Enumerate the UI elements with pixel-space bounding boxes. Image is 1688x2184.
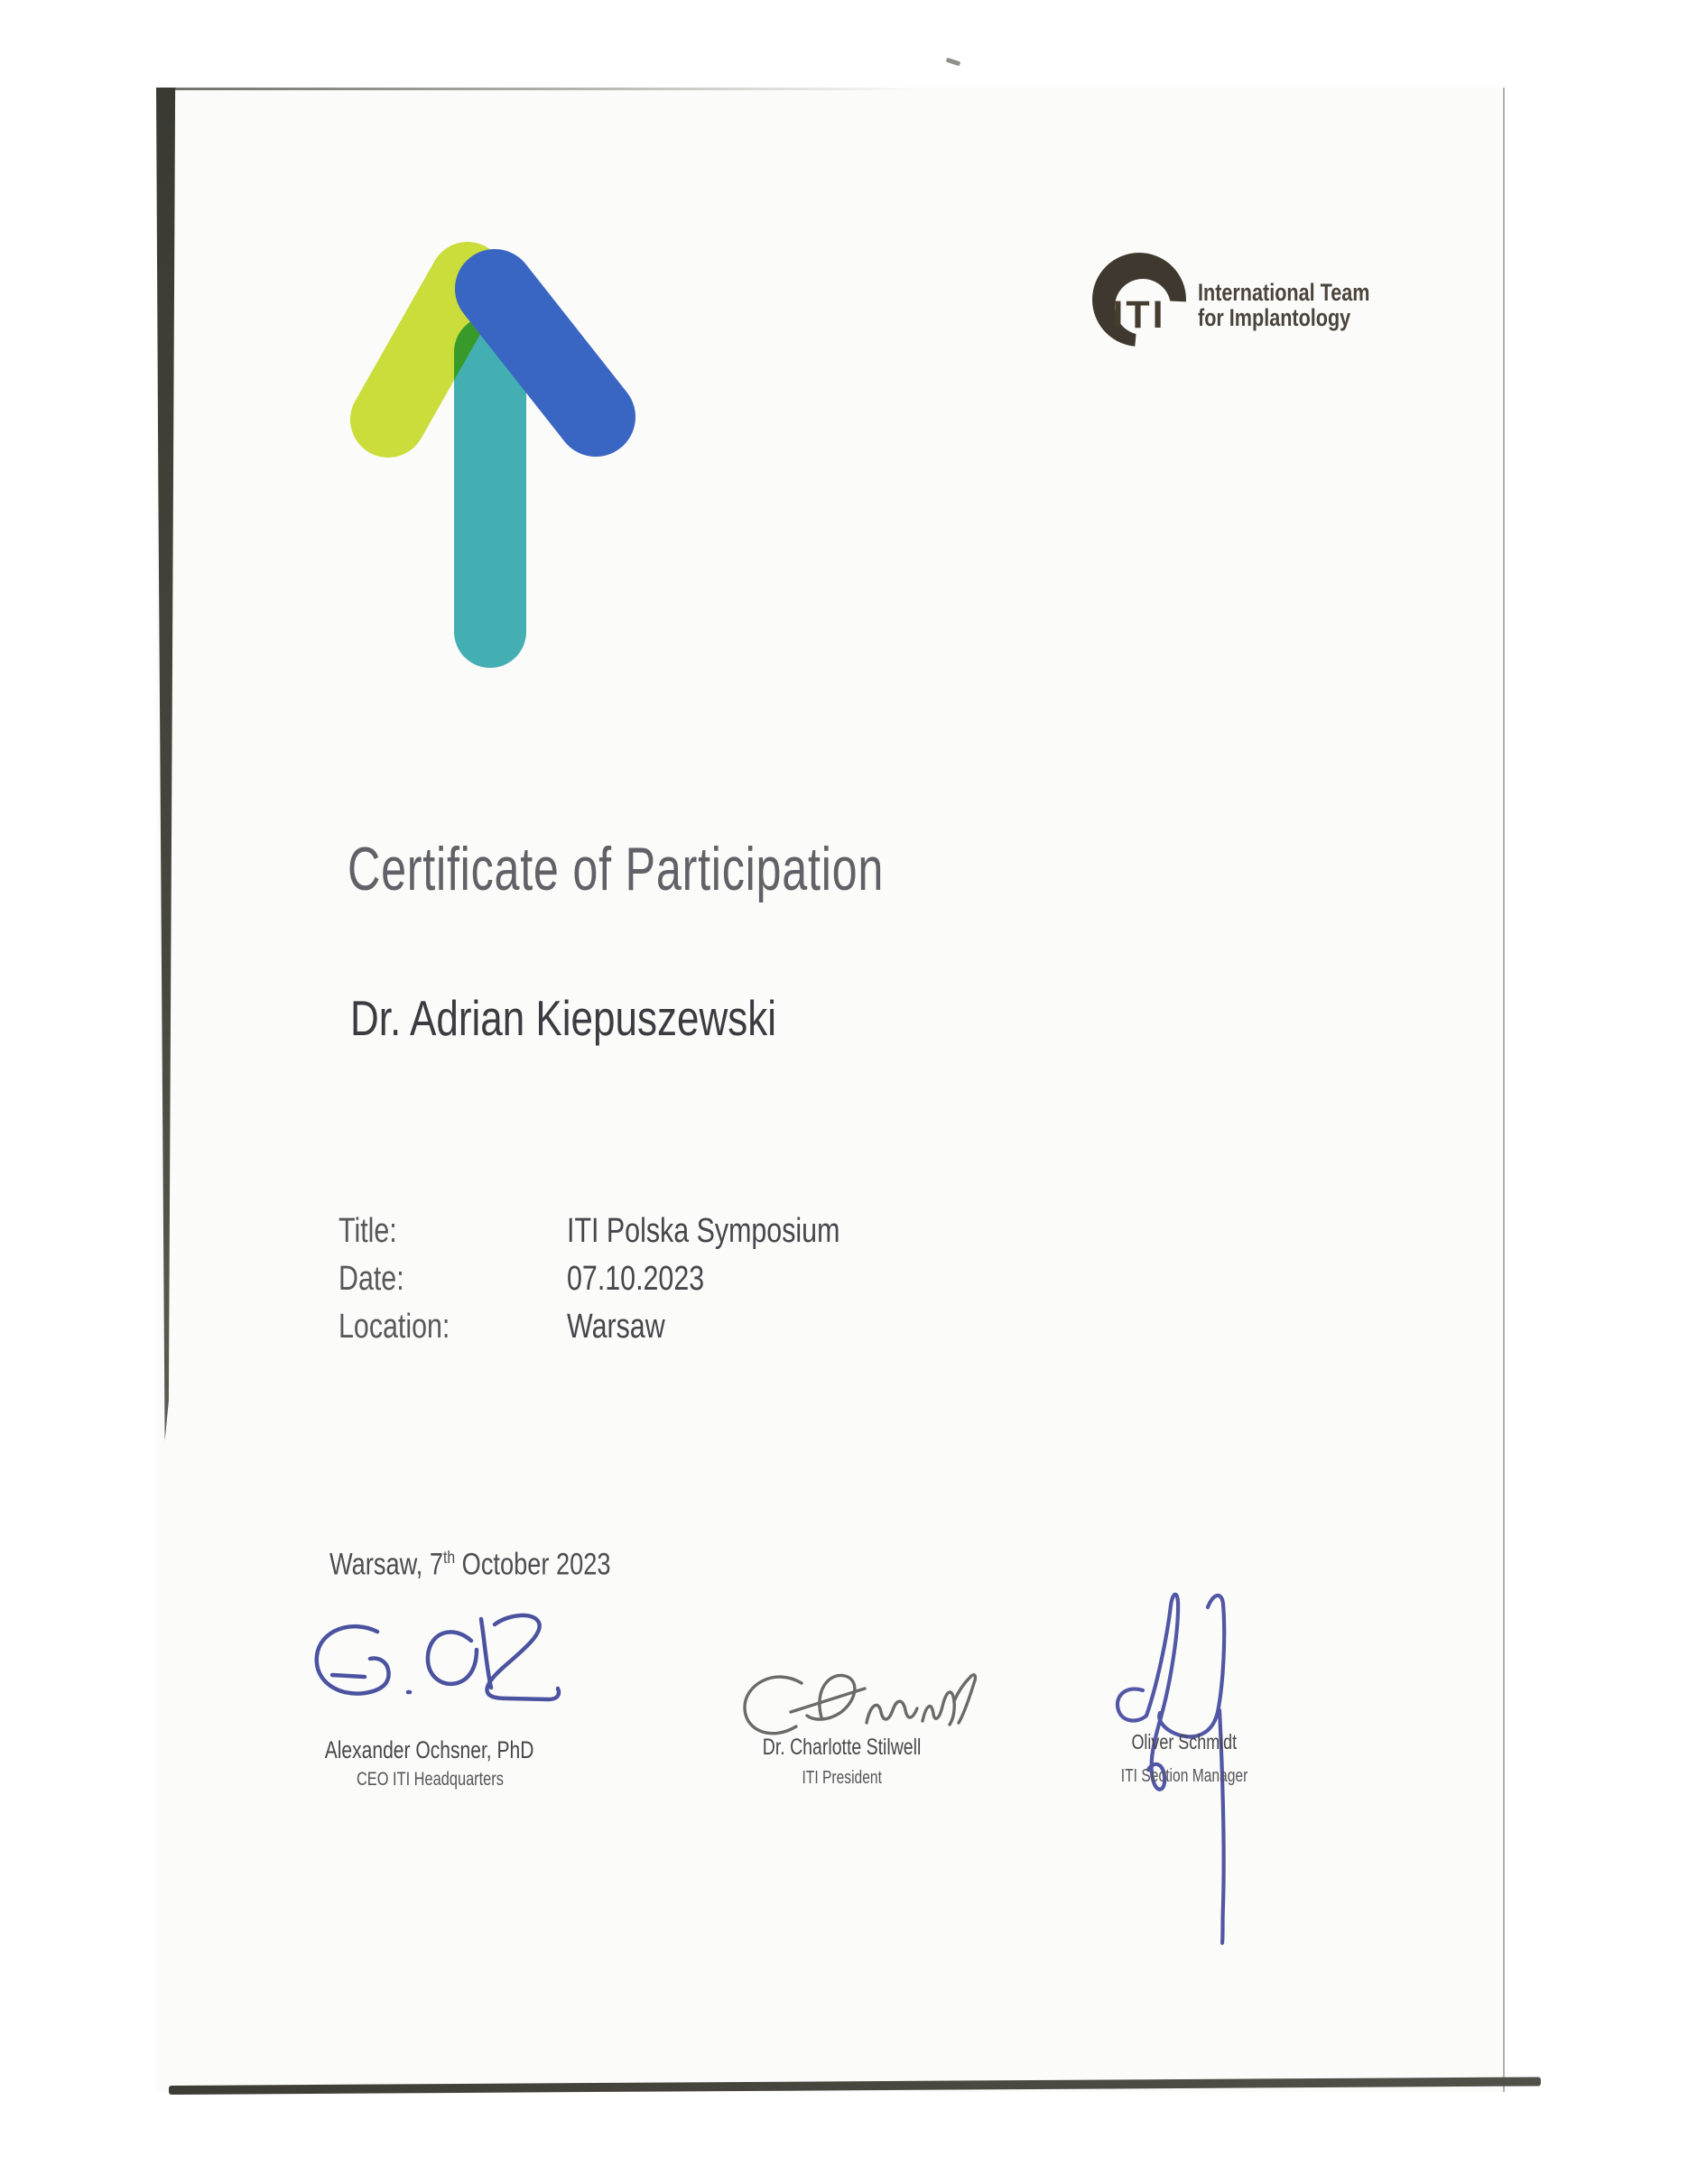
detail-value: ITI Polska Symposium xyxy=(567,1212,840,1250)
signatory-block-2 xyxy=(689,1736,996,1787)
signatory-block-3 xyxy=(1031,1732,1338,1785)
event-details xyxy=(339,1208,840,1351)
signatory-block-1 xyxy=(276,1738,583,1789)
org-name-line1: International Team xyxy=(1198,279,1370,306)
detail-row-location xyxy=(339,1303,665,1351)
certificate-title: Certificate of Participation xyxy=(348,835,885,903)
iti-roundel-icon xyxy=(1079,239,1214,361)
page-right-edge xyxy=(1503,88,1505,2092)
certificate-page xyxy=(156,88,1505,2092)
detail-row-date xyxy=(339,1255,705,1303)
signatory-role: ITI Section Manager xyxy=(1120,1766,1248,1786)
detail-value: Warsaw xyxy=(567,1308,665,1346)
ordinal-suffix: th xyxy=(442,1548,456,1568)
detail-label: Location: xyxy=(339,1308,450,1346)
signatory-role: ITI President xyxy=(802,1768,883,1788)
iti-arrow-logo-icon xyxy=(316,226,677,704)
org-name-line2: for Implantology xyxy=(1198,304,1351,331)
recipient-name: Dr. Adrian Kiepuszewski xyxy=(350,990,776,1046)
page-left-edge-shadow xyxy=(156,88,178,1441)
signature-alexander-ochsner xyxy=(307,1606,587,1724)
scan-speck xyxy=(946,58,961,67)
signatory-name: Oliver Schmidt xyxy=(1131,1730,1238,1754)
org-name xyxy=(1198,280,1413,330)
detail-label: Date: xyxy=(339,1260,404,1298)
page-top-edge xyxy=(156,88,914,90)
signature-oliver-schmidt xyxy=(1110,1584,1264,1999)
detail-value: 07.10.2023 xyxy=(567,1260,705,1298)
place-and-date-line: Warsaw, 7th October 2023 xyxy=(329,1547,611,1582)
signatory-role: CEO ITI Headquarters xyxy=(356,1769,504,1790)
detail-row-title xyxy=(339,1208,840,1255)
detail-label: Title: xyxy=(339,1212,397,1250)
signatory-name: Dr. Charlotte Stilwell xyxy=(763,1735,922,1760)
iti-monogram: ITI xyxy=(1112,293,1166,337)
signatory-name: Alexander Ochsner, PhD xyxy=(325,1736,534,1763)
